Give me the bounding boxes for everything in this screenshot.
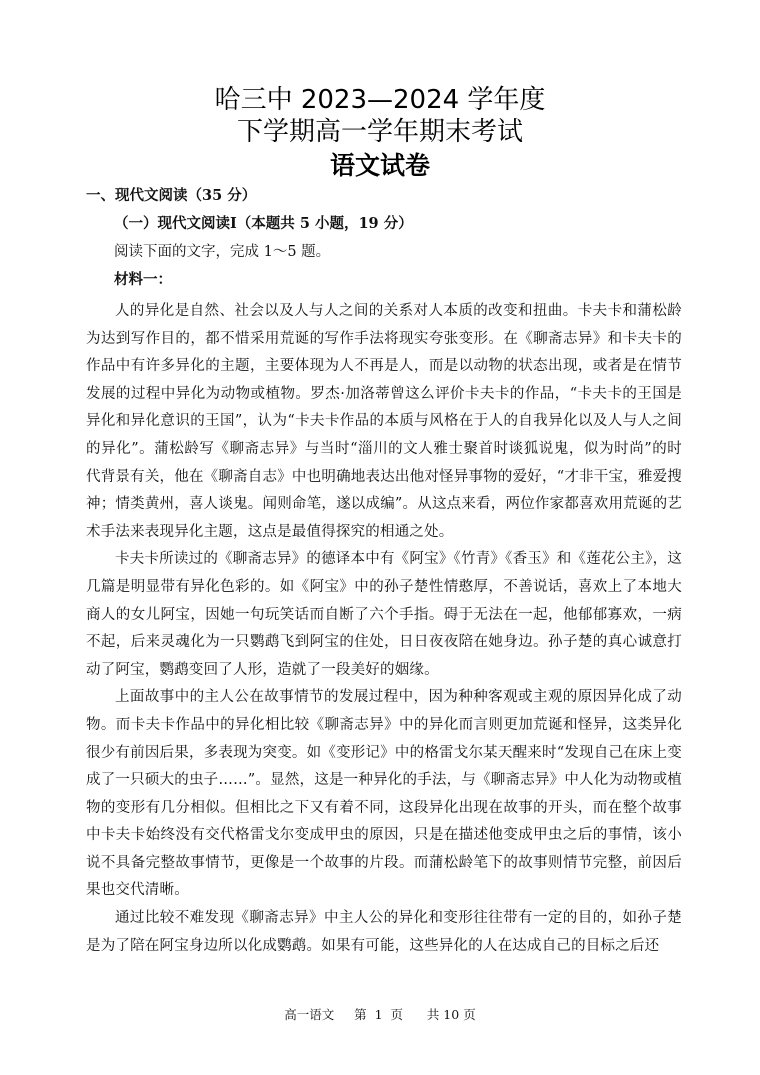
section-instruction: 阅读下面的文字，完成 1～5 题。 [114,244,331,260]
section-heading: 一、现代文阅读（35 分） [86,187,257,204]
page-footer: 高一语文 第 1 页 共 10 页 [284,1007,476,1022]
passage-paragraph-3: 上面故事中的主人公在故事情节的发展过程中，因为种种客观或主观的原因异化成了动物。而卡夫卡作品中的异化相比较《聊斋志异》中的异化而言则更加荒诞和怪异，这类异化很少有前因后果，多表现为突变。如《变形记》中的格雷戈尔某天醒来时“发现自己在床上变成了一只硕大的虫子……”。显然，这是一种异化的手法，与《聊斋志异》中人化为动物或植物的变形有几分相似。但相比之下又有着不同，这段异化出现在故事的开头，而在整个故事中卡夫卡始终没有交代格雷戈尔变成甲虫的原因，只是在描述他变成甲虫之后的事情，该小说不具备完整故事情节，更像是一个故事的片段。而蒲松龄笔下的故事则情节完整，前因后果也交代清晰。 [86,689,682,899]
passage-paragraph-2: 卡夫卡所读过的《聊斋志异》的德译本中有《阿宝》《竹青》《香玉》和《莲花公主》，这几篇是明显带有异化色彩的。如《阿宝》中的孙子楚性情憨厚，不善说话，喜欢上了本地大商人的女儿阿宝，因她一句玩笑话而自断了六个手指。碍于无法在一起，他郁郁寡欢，一病不起，后来灵魂化为一只鹦鹉飞到阿宝的住处，日日夜夜陪在她身边。孙子楚的真心诚意打动了阿宝，鹦鹉变回了人形，造就了一段美好的姻缘。 [86,551,682,678]
section-subheading: （一）现代文阅读Ⅰ（本题共 5 小题，19 分） [114,215,413,232]
exam-title-line2: 下学期高一学年期末考试 [236,117,523,147]
material-label: 材料一： [114,271,172,288]
reading-passage [86,298,682,960]
exam-title-line3: 语文试卷 [329,151,430,180]
exam-title-block [0,84,760,182]
exam-title-line1: 哈三中 2023—2024 学年度 [214,85,546,115]
passage-paragraph-4: 通过比较不难发现《聊斋志异》中主人公的异化和变形往往带有一定的目的，如孙子楚是为了陪在阿宝身边所以化成鹦鹉。如果有可能，这些异化的人在达成自己的目标之后还 [86,910,682,954]
passage-paragraph-1: 人的异化是自然、社会以及人与人之间的关系对人本质的改变和扭曲。卡夫卡和蒲松龄为达到写作目的，都不惜采用荒诞的写作手法将现实夸张变形。在《聊斋志异》和卡夫卡的作品中有许多异化的主题，主要体现为人不再是人，而是以动物的状态出现，或者是在情节发展的过程中异化为动物或植物。罗杰·加洛蒂曾这么评价卡夫卡的作品，“卡夫卡的王国是异化和异化意识的王国”，认为“卡夫卡作品的本质与风格在于人的自我异化以及人与人之间的异化”。蒲松龄写《聊斋志异》与当时“淄川的文人雅士聚首时谈狐说鬼，似为时尚”的时代背景有关，他在《聊斋自志》中也明确地表达出他对怪异事物的爱好，“才非干宝，雅爱搜神；情类黄州，喜人谈鬼。闻则命笔，遂以成编”。从这点来看，两位作家都喜欢用荒诞的艺术手法来表现异化主题，这点是最值得探究的相通之处。 [86,303,682,540]
